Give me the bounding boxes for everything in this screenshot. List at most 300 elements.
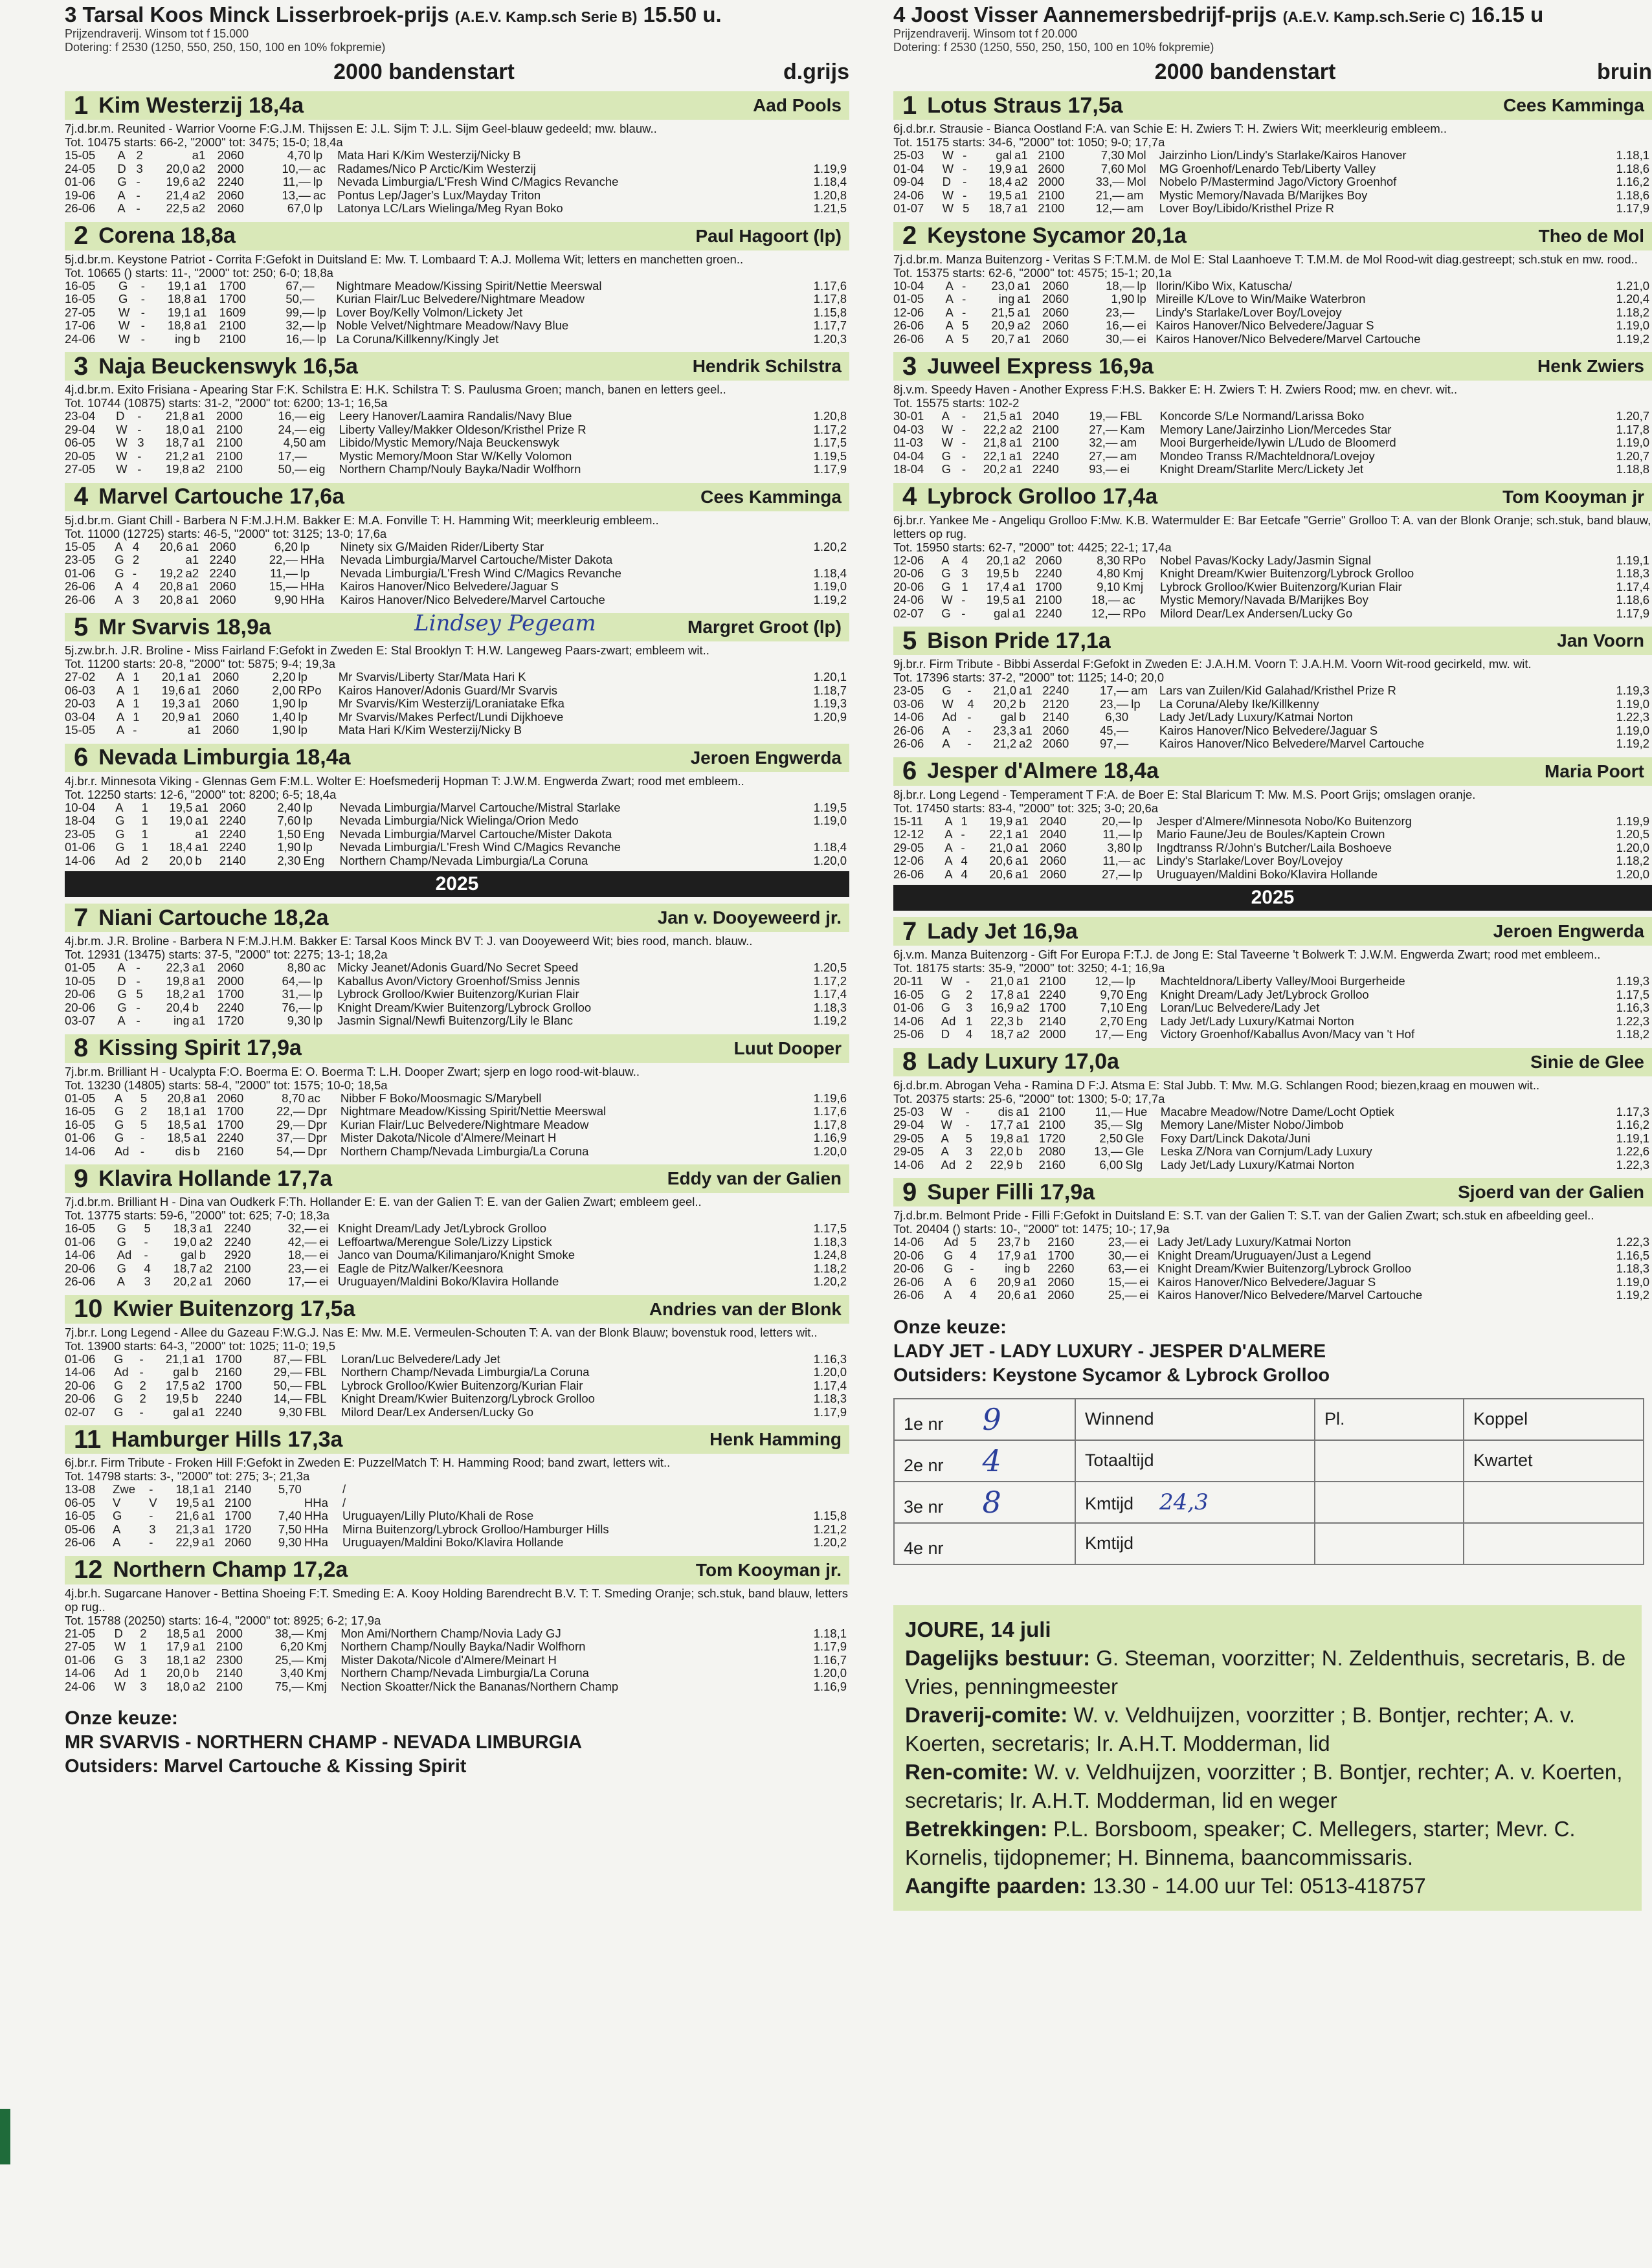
form-cell: 9,90: [274, 592, 298, 606]
form-cell: 20-06: [65, 1000, 96, 1014]
year-divider: 2025: [893, 885, 1652, 911]
race-series: (A.E.V. Kamp.sch Serie B): [454, 8, 638, 25]
horse-stats: Tot. 14798 starts: 3-, "2000" tot: 275; 3-; 21,3a: [65, 1469, 310, 1483]
form-cell: 1: [961, 579, 968, 594]
form-cell: Uruguayen/Maldini Boko/Klavira Hollande: [342, 1535, 564, 1549]
form-cell: lp: [1131, 696, 1141, 711]
form-cell: -: [137, 409, 142, 423]
form-row: [65, 436, 849, 450]
form-cell: 1.20,7: [1616, 449, 1649, 463]
form-cell: 21,—: [1095, 188, 1124, 202]
form-cell: ei: [319, 1234, 329, 1249]
race-start-line: [893, 60, 1652, 85]
horse-stats: Tot. 10665 () starts: 11-, "2000" tot: 250; 6-0; 18,8a: [65, 265, 333, 280]
form-cell: b: [191, 1365, 199, 1379]
form-cell: a1: [1015, 854, 1029, 867]
horse-stats: Tot. 15950 starts: 62-7, "2000" tot: 4425; 22-1; 17,4a: [893, 540, 1172, 554]
form-cell: 2100: [1032, 422, 1059, 436]
results-row: [894, 1440, 1644, 1482]
form-cell: [304, 1483, 342, 1496]
form-cell: 20-05: [65, 449, 96, 463]
form-cell: 1: [141, 827, 148, 841]
form-cell: 1700: [217, 1117, 244, 1131]
form-row: [65, 828, 849, 841]
form-cell: a2: [1009, 422, 1023, 436]
form-cell: 2240: [219, 827, 246, 841]
form-cell: Kairos Hanover/Nico Belvedere/Jaguar S: [1155, 318, 1374, 332]
form-cell: ac: [313, 961, 326, 974]
form-cell: 1.15,8: [813, 305, 847, 319]
form-row: [65, 1118, 849, 1132]
form-cell: Loran/Luc Belvedere/Lady Jet: [1160, 1001, 1320, 1014]
joure-line-text: W. v. Veldhuijzen, voorzitter ; B. Bontjer, rechter; A. v. Koerten, secretaris; Ir. A.H.T. Modderman, lid en weger: [905, 1759, 1623, 1812]
pick-label: Onze keuze:: [893, 1316, 1007, 1338]
form-row: [893, 1028, 1652, 1041]
form-cell: 42,—: [287, 1234, 317, 1249]
form-cell: 20,—: [1102, 814, 1131, 828]
form-cell: lp: [313, 175, 323, 188]
form-cell: Ad: [114, 1365, 129, 1379]
form-cell: lp: [298, 670, 307, 684]
form-cell: 27-05: [65, 1640, 96, 1653]
form-cell: 20,8: [167, 1091, 191, 1105]
form-cell: b: [193, 1144, 200, 1158]
form-cell: 2,00: [272, 683, 296, 697]
form-cell: Ilorin/Kibo Wix, Katuscha/: [1155, 278, 1292, 293]
form-cell: 4: [970, 1288, 977, 1302]
horse-name: Klavira Hollande 17,7a: [98, 1166, 333, 1191]
form-cell: 18,8: [167, 292, 191, 306]
form-row: [65, 988, 849, 1001]
form-cell: 1.20,7: [1616, 409, 1649, 423]
form-cell: 2240: [209, 566, 236, 580]
form-row: [65, 1001, 849, 1015]
form-row: [893, 1262, 1652, 1276]
form-cell: 2100: [1038, 201, 1065, 215]
form-cell: FBL: [1120, 409, 1143, 423]
form-cell: ing: [998, 292, 1015, 306]
form-cell: 30,—: [1106, 331, 1135, 346]
horse-entry: [65, 483, 849, 607]
form-cell: Kaballus Avon/Victory Groenhof/Smiss Jennis: [337, 973, 580, 988]
form-cell: 5: [965, 1131, 972, 1145]
form-cell: 1.18,2: [1616, 305, 1649, 319]
horse-driver: Jeroen Engwerda: [690, 747, 842, 768]
form-row: [893, 737, 1652, 751]
form-cell: Memory Lane/Mister Nobo/Jimbob: [1160, 1118, 1344, 1131]
results-field-label: Kmtijd: [1085, 1533, 1134, 1553]
form-cell: am: [1120, 436, 1137, 449]
form-cell: Memory Lane/Jairzinho Lion/Mercedes Star: [1159, 422, 1392, 436]
form-cell: 2060: [1040, 840, 1067, 854]
form-row: [65, 319, 849, 333]
results-position-cell: [894, 1440, 1075, 1482]
form-cell: 2: [966, 987, 973, 1001]
form-cell: -: [967, 710, 972, 724]
form-cell: 21,6: [175, 1509, 199, 1522]
form-cell: Foxy Dart/Linck Dakota/Juni: [1160, 1131, 1311, 1145]
form-cell: a1: [201, 1522, 216, 1536]
form-cell: 20-06: [893, 1248, 924, 1262]
form-cell: b: [191, 1392, 199, 1405]
form-cell: 2060: [1042, 331, 1069, 346]
form-cell: [798, 1496, 849, 1510]
form-cell: lp: [303, 814, 313, 827]
form-cell: Slg: [1125, 1118, 1143, 1131]
form-cell: 1.22,3: [1616, 710, 1649, 724]
form-table: [65, 280, 849, 346]
form-cell: a1: [185, 553, 199, 566]
form-cell: 23-05: [65, 827, 96, 841]
results-bet-cell: Koppel: [1464, 1399, 1644, 1440]
form-cell: G: [115, 814, 125, 827]
form-cell: 1.19,0: [1616, 696, 1649, 711]
form-cell: 19,0: [173, 1234, 197, 1249]
horse-number: 9: [74, 1164, 89, 1193]
form-cell: 2: [965, 1157, 972, 1172]
form-cell: 12,—: [1091, 606, 1121, 620]
form-row: [893, 594, 1652, 607]
handwritten-number: 9: [982, 1401, 1001, 1437]
form-cell: a1: [193, 1104, 206, 1118]
form-cell: 1.19,9: [1616, 814, 1649, 828]
form-cell: eig: [309, 409, 326, 423]
form-cell: 2: [140, 1104, 148, 1118]
horse-pedigree: 7j.br.r. Long Legend - Allee du Gazeau F:W.G.J. Nas E: Mw. M.E. Vermeulen-Schouten T: A. van der Blonk Blauw; bovenstuk rood, letters wit..: [65, 1325, 818, 1339]
form-cell: 20,8: [159, 579, 183, 593]
form-cell: 5: [962, 331, 969, 346]
horse-driver: Maria Poort: [1544, 761, 1644, 781]
form-cell: 19,0: [169, 814, 193, 827]
form-cell: D: [117, 161, 126, 175]
form-cell: G: [117, 1000, 127, 1014]
form-cell: G: [941, 462, 952, 476]
form-cell: a1: [1009, 449, 1023, 463]
horse-header-bar: [893, 627, 1652, 655]
form-cell: 2: [141, 853, 148, 867]
form-cell: 25-03: [893, 148, 924, 162]
form-cell: 1,50: [277, 827, 301, 841]
form-cell: 2060: [217, 961, 244, 974]
form-row: [893, 1249, 1652, 1263]
form-cell: -: [966, 974, 970, 988]
form-cell: a1: [192, 1626, 206, 1640]
form-row: [893, 607, 1652, 621]
form-cell: 26-06: [65, 1535, 96, 1549]
form-cell: 15-05: [65, 539, 96, 553]
form-cell: 5: [144, 1221, 151, 1235]
form-cell: 2160: [1047, 1235, 1075, 1249]
form-cell: 12-06: [893, 854, 924, 867]
form-cell: 4: [967, 696, 974, 711]
form-cell: 18-04: [893, 462, 924, 476]
form-cell: 1.18,3: [813, 1234, 847, 1249]
form-row: [65, 1366, 849, 1379]
form-cell: 2100: [216, 436, 243, 449]
form-cell: a1: [195, 840, 208, 854]
form-cell: 1.18,7: [813, 683, 847, 697]
form-cell: Lindy's Starlake/Lover Boy/Lovejoy: [1155, 305, 1342, 319]
form-row: [893, 202, 1652, 216]
form-cell: a1: [1009, 462, 1023, 476]
form-cell: 2060: [1047, 1274, 1075, 1289]
form-row: [65, 333, 849, 346]
form-cell: 18,4: [169, 840, 193, 854]
form-cell: 2: [139, 1392, 146, 1405]
form-cell: Nightmare Meadow/Kissing Spirit/Nettie Meerswal: [336, 278, 602, 293]
form-table: [65, 1483, 849, 1550]
form-cell: ac: [313, 188, 326, 202]
form-cell: 2140: [224, 1482, 252, 1496]
form-cell: 9,10: [1097, 579, 1121, 594]
form-cell: G: [114, 1378, 124, 1392]
form-cell: 1700: [219, 278, 246, 293]
form-cell: Lady Jet/Lady Luxury/Katmai Norton: [1160, 1157, 1354, 1172]
form-cell: 10-05: [65, 973, 96, 988]
horse-pedigree: 5j.d.br.m. Keystone Patriot - Corrita F:Gefokt in Duitsland E: Mw. T. Lombaard T: A.J. Mollema Wit; letters en manchetten groen..: [65, 252, 744, 266]
form-cell: Lady Jet/Lady Luxury/Katmai Norton: [1159, 710, 1354, 724]
horse-pedigree: 7j.d.br.m. Belmont Pride - Filli F:Gefokt in Duitsland E: S.T. van der Galien T: S.T. van der Galien Zwart; sch.stuk en afbeelding geel..: [893, 1208, 1594, 1222]
form-row: [65, 162, 849, 176]
form-cell: 19,2: [159, 566, 183, 580]
form-cell: 1.19,0: [1616, 318, 1649, 332]
race-title-line: [65, 3, 849, 27]
horse-stats: Tot. 11200 starts: 20-8, "2000" tot: 5875; 9-4; 19,3a: [65, 657, 336, 671]
form-cell: -: [967, 737, 972, 750]
form-row: [893, 554, 1652, 568]
form-cell: 27,—: [1089, 422, 1118, 436]
form-cell: a1: [192, 987, 206, 1001]
form-cell: Kairos Hanover/Nico Belvedere/Marvel Cartouche: [1157, 1288, 1423, 1302]
form-cell: 20,1: [161, 670, 185, 684]
form-cell: 2080: [1038, 1144, 1066, 1158]
form-cell: A: [117, 201, 126, 215]
form-cell: 5: [136, 987, 143, 1001]
form-cell: Kmj: [306, 1652, 327, 1667]
form-cell: 1700: [219, 292, 246, 306]
form-row: [65, 553, 849, 567]
form-row: [65, 594, 849, 607]
form-cell: 1.19,0: [1616, 723, 1649, 737]
form-cell: 2240: [224, 1221, 251, 1235]
joure-info-box: [893, 1605, 1642, 1911]
form-cell: Liberty Valley/Makker Oldeson/Kristhel Prize R: [339, 422, 586, 436]
form-cell: Kmj: [306, 1626, 327, 1640]
results-pl-cell: [1315, 1523, 1464, 1564]
form-cell: 11,—: [1102, 854, 1131, 867]
form-cell: 2000: [216, 409, 243, 423]
form-cell: 2060: [209, 539, 236, 553]
form-cell: 18,2: [166, 987, 190, 1001]
horse-stats: Tot. 12250 starts: 12-6, "2000" tot: 8200; 6-5; 18,4a: [65, 787, 337, 801]
form-cell: -: [963, 175, 967, 188]
form-cell: a1: [1016, 1118, 1030, 1131]
form-cell: 26-06: [893, 1288, 924, 1302]
form-cell: Ad: [114, 1666, 129, 1680]
form-cell: 1: [966, 1014, 973, 1028]
form-cell: Knight Dream/Uruguayen/Just a Legend: [1157, 1248, 1372, 1262]
form-cell: A: [114, 1091, 123, 1105]
results-position-cell: [894, 1399, 1075, 1440]
form-cell: 16-05: [65, 1221, 96, 1235]
form-cell: 19,8: [165, 462, 189, 476]
horse-entry: [893, 222, 1652, 346]
form-row: [65, 149, 849, 162]
joure-line-label: Aangifte paarden:: [905, 1873, 1087, 1898]
form-cell: a1: [193, 292, 207, 306]
form-cell: 2920: [224, 1248, 251, 1262]
form-cell: 3: [140, 1652, 147, 1667]
form-cell: ei: [319, 1274, 329, 1288]
results-field-cell: [1075, 1523, 1315, 1564]
form-cell: -: [137, 449, 142, 463]
form-cell: 1.18,1: [813, 1626, 847, 1640]
results-row: [894, 1523, 1644, 1564]
form-cell: dis: [175, 1144, 191, 1158]
form-cell: -: [133, 723, 137, 737]
form-cell: Mooi Burgerheide/Iywin L/Ludo de Bloomerd: [1159, 436, 1396, 449]
horse-driver: Sjoerd van der Galien: [1458, 1182, 1644, 1202]
form-cell: [155, 828, 195, 841]
form-cell: ei: [1137, 318, 1146, 332]
form-cell: 21,2: [165, 449, 189, 463]
horse-header-bar: [893, 222, 1652, 250]
form-cell: 4: [961, 553, 968, 567]
form-cell: [151, 149, 192, 162]
form-cell: 20-03: [65, 696, 96, 710]
form-cell: 30-01: [893, 409, 924, 423]
form-cell: 23-04: [65, 409, 96, 423]
form-table: [893, 975, 1652, 1041]
form-cell: 1700: [217, 1104, 244, 1118]
form-cell: -: [967, 684, 972, 697]
form-cell: 20-11: [893, 974, 923, 988]
form-cell: 25,—: [1108, 1288, 1137, 1302]
form-row: [893, 149, 1652, 162]
results-field-label: Winnend: [1085, 1409, 1154, 1429]
form-cell: 5: [970, 1235, 977, 1249]
joure-line: [905, 1701, 1630, 1758]
form-cell: 18,0: [165, 422, 189, 436]
form-cell: G: [115, 553, 124, 566]
form-cell: Nibber F Boko/Moosmagic S/Marybell: [340, 1091, 542, 1105]
form-cell: a1: [1016, 1104, 1030, 1118]
horse-number: 4: [74, 482, 89, 511]
form-row: [893, 868, 1652, 882]
form-cell: 1.16,2: [1616, 1118, 1649, 1131]
form-cell: 3: [136, 161, 143, 175]
horse-header-bar: [65, 1425, 849, 1454]
form-cell: -: [961, 462, 966, 476]
form-cell: 2240: [217, 1000, 244, 1014]
form-cell: 11,—: [1102, 827, 1131, 841]
form-cell: 67,0: [287, 201, 311, 215]
form-cell: 4: [144, 1261, 151, 1275]
form-cell: A: [942, 723, 950, 737]
form-cell: Mon Ami/Northern Champ/Novia Lady GJ: [340, 1626, 561, 1640]
horse-entry: [65, 904, 849, 1028]
form-cell: 1700: [224, 1509, 252, 1522]
form-cell: 26-06: [65, 592, 96, 606]
form-cell: 17,9: [997, 1248, 1021, 1262]
form-cell: 11,—: [282, 175, 311, 188]
form-cell: lp: [317, 331, 326, 346]
form-cell: a2: [192, 161, 206, 175]
form-cell: 32,—: [287, 1221, 317, 1235]
form-cell: 1.21,5: [813, 201, 847, 215]
form-row: [893, 293, 1652, 306]
form-cell: 1.17,9: [1616, 201, 1649, 215]
form-cell: W: [941, 1104, 952, 1118]
form-cell: 7,60: [1100, 161, 1124, 175]
form-cell: 21,4: [166, 188, 190, 202]
form-cell: 1.18,3: [813, 1392, 847, 1405]
form-cell: Dpr: [307, 1144, 327, 1158]
form-cell: 2100: [224, 1495, 252, 1509]
form-cell: Dpr: [307, 1131, 327, 1144]
form-cell: 1.18,4: [813, 566, 847, 580]
horse-pedigree: 5j.d.br.m. Giant Chill - Barbera N F:M.J.H.M. Bakker E: M.A. Fonville T: H. Hamming Wit; meerkleurig embleem..: [65, 513, 659, 527]
form-table: [65, 1092, 849, 1159]
form-cell: 20-06: [65, 1261, 96, 1275]
form-cell: 22,—: [269, 553, 298, 566]
form-cell: G: [117, 1234, 126, 1249]
form-cell: 9,30: [278, 1535, 302, 1549]
form-cell: Mireille K/Love to Win/Maike Waterbron: [1155, 292, 1366, 306]
results-row: [894, 1399, 1644, 1440]
horse-driver: Aad Pools: [753, 95, 842, 115]
form-cell: Knight Dream/Kwier Buitenzorg/Lybrock Grolloo: [337, 1000, 592, 1014]
form-cell: 20,2: [993, 696, 1017, 711]
form-cell: 1.18,1: [1616, 148, 1649, 162]
form-cell: 16-05: [65, 292, 96, 306]
form-cell: 1700: [217, 987, 244, 1001]
horse-pedigree: 6j.v.m. Manza Buitenzorg - Gift For Europa F:T.J. de Jong E: Stal Taveerne 't Bolwerk T: J.W.M. Engwerda Zwart; rood met embleem..: [893, 948, 1601, 961]
form-cell: Hue: [1125, 1104, 1148, 1118]
form-cell: lp: [313, 987, 323, 1001]
form-cell: 27,—: [1089, 449, 1118, 463]
form-cell: D: [114, 1626, 123, 1640]
form-cell: 24-06: [893, 188, 924, 202]
form-cell: 23,—: [1108, 1235, 1137, 1249]
horse-entry: [893, 1048, 1652, 1172]
our-pick-block: [893, 1317, 1652, 1386]
form-row: [65, 684, 849, 698]
form-cell: 1.16,9: [813, 1679, 847, 1693]
form-cell: Kmj: [1122, 579, 1144, 594]
form-cell: 21,3: [175, 1522, 199, 1536]
form-cell: a2: [192, 188, 206, 202]
form-cell: G: [117, 1221, 126, 1235]
results-field-label: Kmtijd: [1085, 1493, 1134, 1513]
form-cell: ei: [1120, 462, 1130, 476]
form-cell: a2: [1014, 175, 1028, 188]
form-cell: A: [113, 1522, 121, 1536]
form-row: [65, 463, 849, 476]
horse-entry: [65, 1295, 849, 1419]
form-cell: 1.24,8: [813, 1248, 847, 1262]
form-cell: 2: [139, 1378, 146, 1392]
form-cell: ei: [1139, 1248, 1149, 1262]
horse-entry: [893, 483, 1652, 621]
form-cell: G: [114, 1104, 124, 1118]
form-cell: 16-05: [65, 1117, 96, 1131]
form-cell: 22,2: [983, 422, 1007, 436]
form-cell: 25-06: [893, 1027, 924, 1041]
form-cell: 26-06: [893, 867, 924, 881]
form-cell: Latonya LC/Lars Wielinga/Meg Ryan Boko: [337, 201, 563, 215]
form-cell: 3: [961, 566, 968, 580]
